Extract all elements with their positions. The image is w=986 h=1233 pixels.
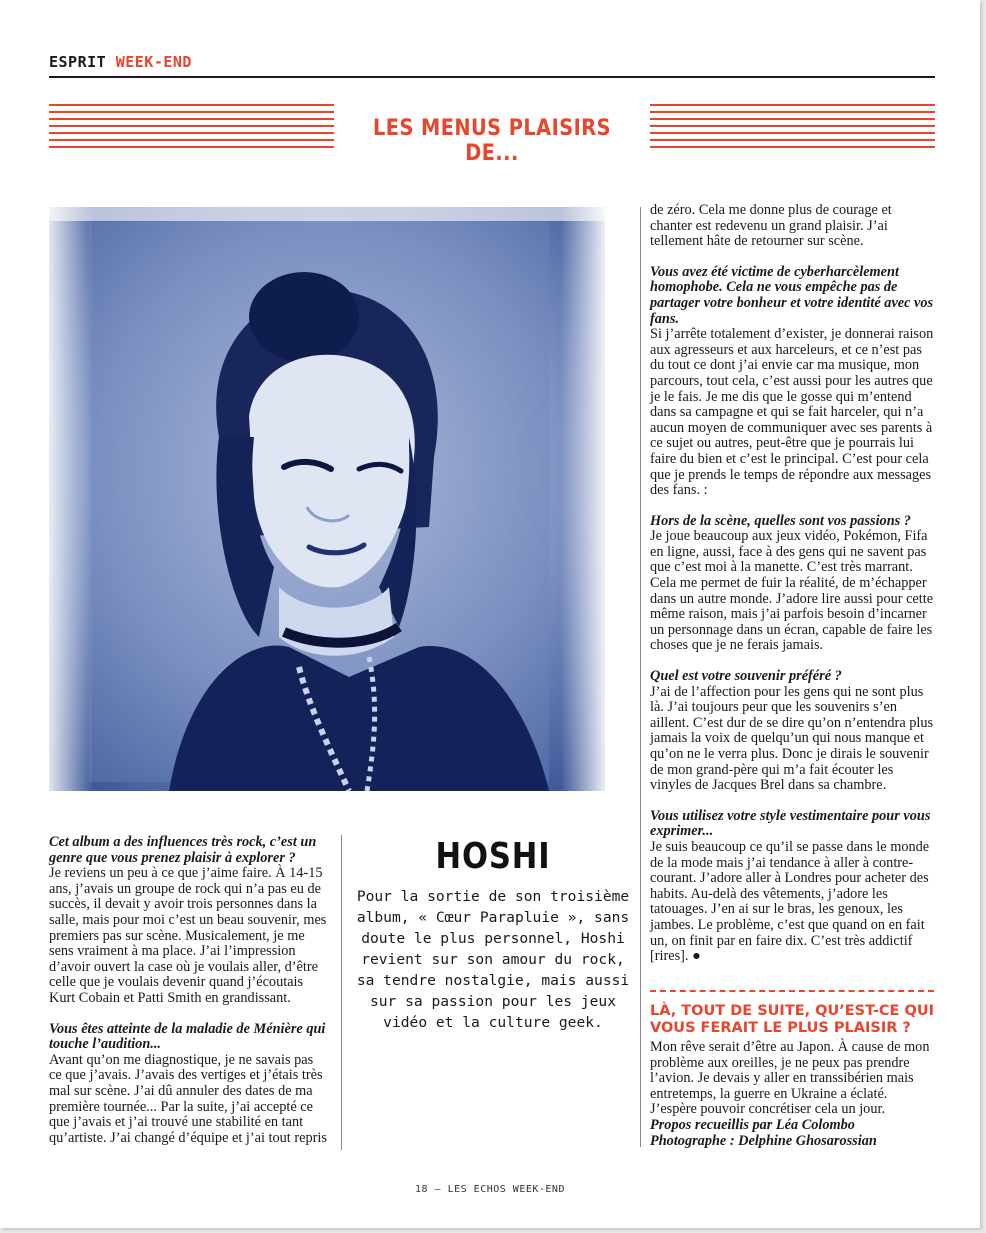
column-divider-right: [640, 207, 641, 1147]
page-footer: 18 – LES ECHOS WEEK-END: [415, 1184, 565, 1195]
answer: Je suis beaucoup ce qu’il se passe dans le monde de la mode mais j’ai tendance à aller à contre-courant. J’adore aller à Londres pour acheter des habits. Au-delà des vêtements, j’adore les tatouages. J’en ai sur le bras, les genoux, les jambes. Le problème, c’est que quand on en fait un, on finit par en faire dix. C’est très addictif [rires]. ●: [650, 838, 930, 965]
rubric-esprit: ESPRIT: [49, 53, 107, 71]
banner-lines-right: [650, 104, 935, 156]
question: Quel est votre souvenir préféré ?: [650, 668, 842, 685]
portrait-photo: [49, 207, 605, 791]
section-banner: [49, 104, 935, 166]
qa-block: [49, 1022, 329, 1147]
qa-block: [650, 669, 936, 794]
box-text: Mon rêve serait d’être au Japon. À cause de mon problème aux oreilles, je ne peux pas prendre l’avion. Je devais y aller en transsibérien mais entretemps, la guerre en Ukraine a éclaté. J’espère pouvoir concrétiser cela un jour.: [650, 1039, 930, 1118]
qa-block: [650, 809, 936, 965]
box-title: LÀ, TOUT DE SUITE, QU’EST-CE QUI VOUS FERAIT LE PLUS PLAISIR ?: [650, 1003, 934, 1036]
question: Hors de la scène, quelles sont vos passions ?: [650, 512, 911, 529]
banner-title: LES MENUS PLAISIRS DE...: [373, 116, 611, 166]
intro-text: Pour la sortie de son troisième album, « Cœur Parapluie », sans doute le plus personnel, Hoshi revient sur son amour du rock, sa tendre nostalgie, mais aussi sur sa passion pour les jeux vidéo et la culture geek.: [356, 888, 630, 1031]
answer: Si j’arrête totalement d’exister, je donnerai raison aux agresseurs et aux harceleurs, et ce n’est pas du tout ce dont j’ai envie car ma musique, mon parcours, tout cela, c’est aussi pour les autres que je le fais. Je me dis que le gosse qui m’entend dans sa campagne et qui se fait harceler, qui n’a aucun moyen de communiquer avec ses parents à ce sujet ou autres, peut-être que je pourrais lui faire du bien et c’est le principal. C’est pour cela que je prends le temps de répondre aux messages des fans. :: [650, 326, 934, 499]
answer: J’ai de l’affection pour les gens qui ne sont plus là. J’ai toujours peur que les souvenirs s’en aillent. C’est dur de se dire qu’on n’entendra plus jamais la voix de quelqu’un qui nous manque et qu’on ne le verra plus. Donc je dirais le souvenir de mon grand-père qui m’a fait écouter les vinyles de Jacques Brel dans sa chambre.: [650, 683, 934, 794]
rubric-week-end: WEEK-END: [115, 53, 192, 71]
credit-interview: Propos recueillis par Léa Colombo: [650, 1116, 855, 1133]
answer: Je joue beaucoup aux jeux vidéo, Pokémon, Fifa en ligne, aussi, face à des gens qui ne savent pas que c’est moi à la manette. C’est très marrant. Cela me permet de fuir la réalité, de m’échapper dans un autre monde. J’adore lire aussi pour cette même raison, mais j’ai parfois besoin d’incarner un personnage dans un écran, capable de faire les choses que je ne ferais jamais.: [650, 528, 934, 654]
column-divider-left: [341, 835, 342, 1150]
answer: Avant qu’on me diagnostique, je ne savais pas ce que j’avais. J’avais des vertiges et j’étais très mal sur scène. J’ai dû annuler des dates de ma première tournée... Par la suite, j’ai accepté ce que j’avais et j’ai trouvé une stabilité en tant qu’artiste. J’ai changé d’équipe et j’ai tout repris: [49, 1051, 327, 1146]
continuation-text: de zéro. Cela me donne plus de courage et chanter est redevenu un grand plaisir. J’ai tellement hâte de retourner sur scène.: [650, 202, 892, 250]
header-rule: [49, 76, 935, 78]
question: Cet album a des influences très rock, c’est un genre que vous prenez plaisir à explorer ?: [49, 834, 317, 866]
box-dashed-rule: [650, 990, 934, 992]
credit-photographer: Photographe : Delphine Ghosarossian: [650, 1132, 877, 1149]
qa-block: [49, 835, 329, 1007]
qa-block: [650, 265, 936, 499]
right-column: [650, 203, 936, 980]
answer: Je reviens un peu à ce que j’aime faire. À 14-15 ans, j’avais un groupe de rock qui n’a pas eu de succès, il devait y avoir trois personnes dans la salle, mais pour moi c’est un beau souvenir, mes premiers pas sur scène. Musicalement, je me sens vraiment à ma place. J’ai l’impression d’avoir ouvert la case où je voulais aller, d’être celle que je voulais devenir quand j’écoutais Kurt Cobain et Patti Smith en grandissant.: [49, 865, 327, 1006]
left-column: [49, 835, 329, 1161]
question: Vous êtes atteinte de la maladie de Ménière qui touche l’audition...: [49, 1020, 326, 1053]
qa-block: [650, 514, 936, 654]
artist-name: HOSHI: [435, 836, 551, 877]
question: Vous avez été victime de cyberharcèlement homophobe. Cela ne vous empêche pas de partager votre bonheur et votre identité avec vos fans.: [650, 263, 934, 327]
banner-lines-left: [49, 104, 334, 156]
box-body: [650, 1040, 936, 1149]
section-rubric: [49, 53, 192, 71]
question: Vous utilisez votre style vestimentaire pour vous exprimer...: [650, 807, 931, 840]
